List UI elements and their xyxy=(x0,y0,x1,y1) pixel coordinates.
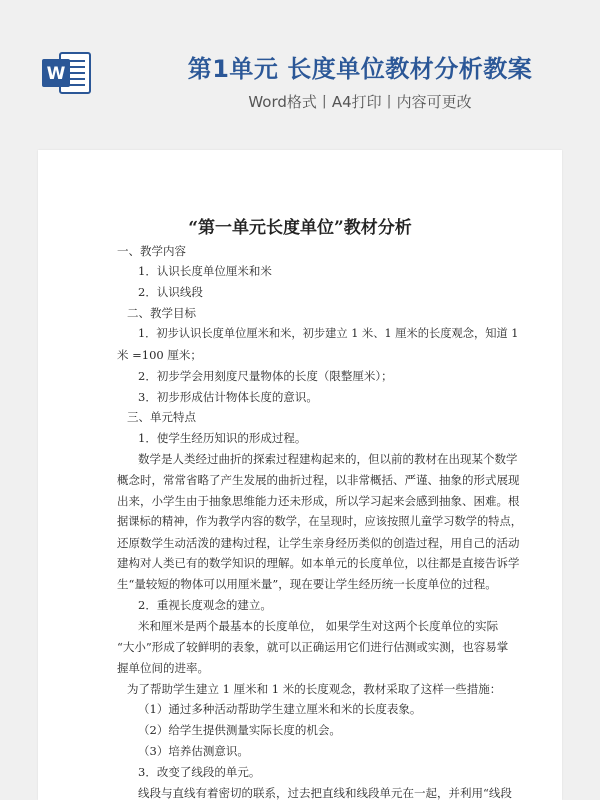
body-line: 1．初步认识长度单位厘米和米，初步建立 1 米、1 厘米的长度观念，知道 1 xyxy=(138,327,519,340)
banner-title: 第1单元 长度单位教材分析教案 xyxy=(187,55,533,83)
body-line: 线段与直线有着密切的联系，过去把直线和线段单元在一起，并利用“线段 xyxy=(138,786,512,800)
header-banner xyxy=(0,0,600,150)
word-document-icon xyxy=(40,47,92,99)
body-line: 2．认识线段 xyxy=(138,285,203,299)
banner-subtitle: Word格式丨A4打印丨内容可更改 xyxy=(248,93,472,111)
body-line: 1．认识长度单位厘米和米 xyxy=(138,264,272,278)
body-line: 概念时，常常省略了产生发展的曲折过程，以非常概括、严谨、抽象的形式展现 xyxy=(117,473,520,487)
body-line: 据课标的精神，作为教学内容的数学，在呈现时，应该按照儿童学习数学的特点， xyxy=(117,515,523,528)
body-line: （3）培养估测意识。 xyxy=(138,744,249,758)
body-line: （1）通过多种活动帮助学生建立厘米和米的长度表象。 xyxy=(138,702,422,716)
body-line: “大小”形成了较鲜明的表象，就可以正确运用它们进行估测或实测，也容易掌 xyxy=(117,640,509,654)
body-line: 米 =100 厘米； xyxy=(117,348,202,362)
body-line: 为了帮助学生建立 1 厘米和 1 米的长度观念，教材采取了这样一些措施： xyxy=(127,682,502,696)
body-line: 数学是人类经过曲折的探索过程建构起来的，但以前的教材在出现某个数学 xyxy=(138,452,518,466)
word-icon-letter: W xyxy=(46,64,66,84)
body-line: 1．使学生经历知识的形成过程。 xyxy=(138,431,307,445)
body-line: 握单位间的进率。 xyxy=(117,661,209,675)
body-line: 2．重视长度观念的建立。 xyxy=(138,598,272,612)
document-page xyxy=(38,150,562,800)
body-line: 3．初步形成估计物体长度的意识。 xyxy=(138,390,318,404)
body-line: 一、教学内容 xyxy=(117,244,186,258)
body-line: 3．改变了线段的单元。 xyxy=(138,765,261,779)
body-line: 出来，小学生由于抽象思维能力还未形成，所以学习起来会感到抽象、困难。根 xyxy=(117,494,520,508)
body-line: 三、单元特点 xyxy=(127,410,196,424)
body-line: 2．初步学会用刻度尺量物体的长度（限整厘米）； xyxy=(138,369,393,383)
body-line: 米和厘米是两个最基本的长度单位， 如果学生对这两个长度单位的实际 xyxy=(138,619,499,633)
document-title: “第一单元长度单位”教材分析 xyxy=(188,218,412,238)
body-line: 生“量较短的物体可以用厘米量”，现在要让学生经历统一长度单位的过程。 xyxy=(117,577,497,591)
body-line: 建构对人类已有的数学知识的理解。如本单元的长度单位，以往都是直接告诉学 xyxy=(117,556,520,570)
body-line: 还原数学生动活泼的建构过程，让学生亲身经历类似的创造过程，用自己的活动 xyxy=(117,536,520,550)
body-line: 二、教学目标 xyxy=(127,306,196,320)
body-line: （2）给学生提供测量实际长度的机会。 xyxy=(138,723,341,737)
